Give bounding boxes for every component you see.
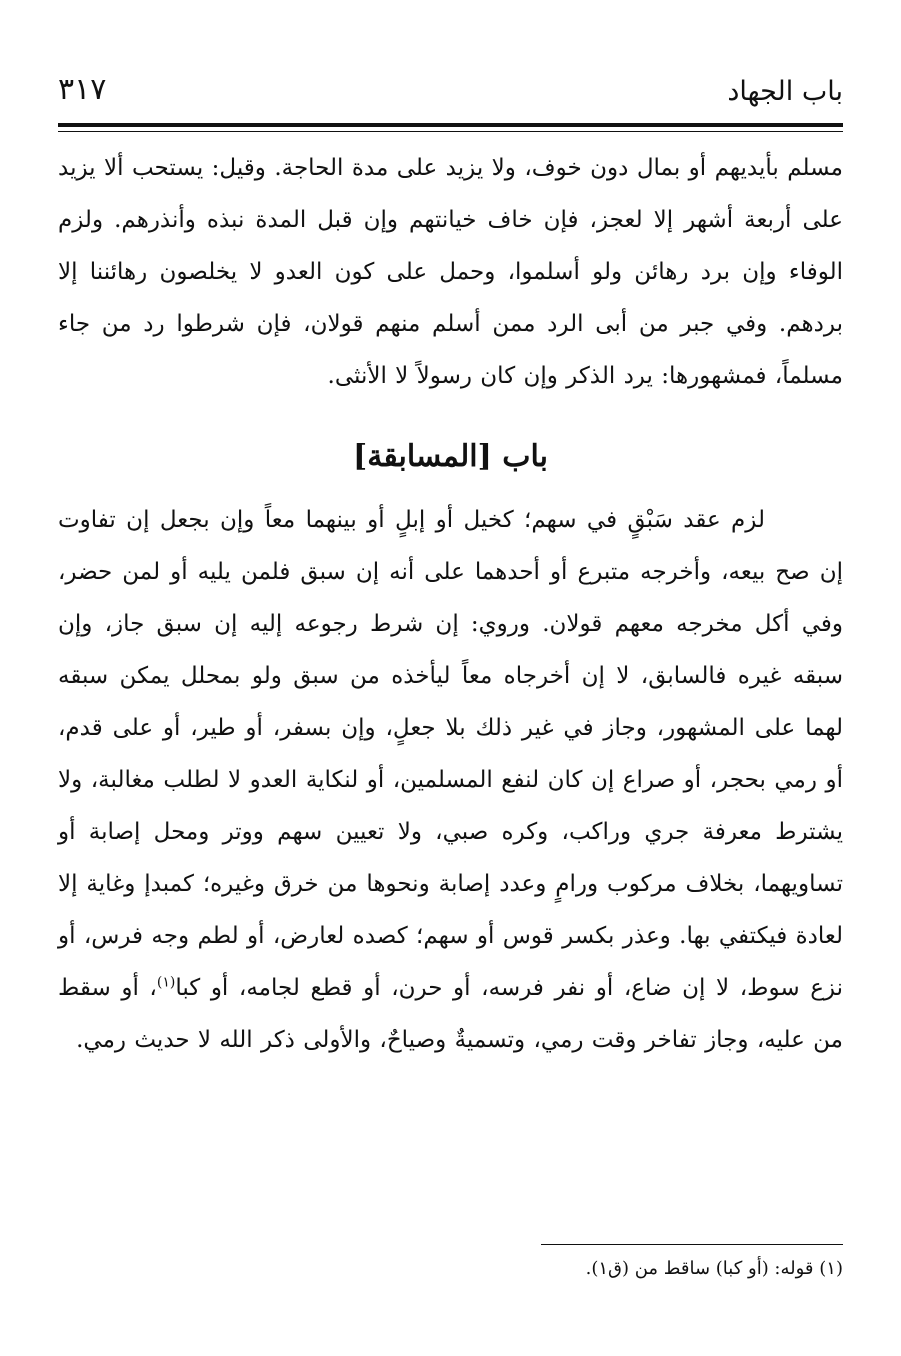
running-header — [58, 70, 843, 120]
footnote: (١) قوله: (أو كبا) ساقط من (ق١). — [585, 1258, 843, 1279]
header-rule-thin — [58, 131, 843, 132]
page-number: ٣١٧ — [58, 72, 107, 107]
running-title: باب الجهاد — [727, 76, 843, 107]
paragraph-racing — [58, 494, 843, 1066]
footnote-rule — [541, 1244, 843, 1245]
paragraph-racing-part-1: لزم عقد سَبْقٍ في سهم؛ كخيل أو إبلٍ أو بينهما معاً وإن بجعل إن تفاوت إن صح بيعه، وأخرجه متبرع أو أحدهما على أنه إن سبق فلمن يليه أو لمن حضر، وفي أكل مخرجه معهم قولان. وروي: إن شرط رجوعه إليه إن سبق جاز، وإن سبقه غيره فالسابق، لا إن أخرجاه معاً ليأخذه من سبق ولو بمحلل يمكن سبقه لهما على المشهور، وجاز في غير ذلك بلا جعلٍ، وإن بسفر، أو طير، أو على قدم، أو رمي بحجر، أو صراع إن كان لنفع المسلمين، أو لنكاية العدو لا لطلب مغالبة، ولا يشترط معرفة جري وراكب، وكره صبي، ولا تعيين سهم ووتر ومحل إصابة أو تساويهما، بخلاف مركوب ورامٍ وعدد إصابة ونحوها من خرق وغيره؛ كمبدإ وغاية إلا لعادة فيكتفي بها. وعذر بكسر قوس أو سهم؛ كصده لعارض، أو لطم وجه فرس، أو نزع سوط، لا إن ضاع، أو نفر فرسه، أو حرن، أو قطع لجامه، أو كبا — [58, 507, 844, 1001]
section-heading: باب [المسابقة] — [353, 439, 548, 474]
paragraph-racing-part-2: ، أو سقط من عليه، وجاز تفاخر وقت رمي، وتسميةٌ وصياحٌ، والأولى ذكر الله لا حديث رمي. — [58, 975, 843, 1053]
header-rule-thick — [58, 123, 843, 127]
footnote-reference[interactable]: (١) — [156, 974, 176, 991]
paragraph-truce: مسلم بأيديهم أو بمال دون خوف، ولا يزيد على مدة الحاجة. وقيل: يستحب ألا يزيد على أربعة أشهر إلا لعجز، فإن خاف خيانتهم وإن قبل المدة نبذه وأنذرهم. ولزم الوفاء وإن برد رهائن ولو أسلموا، وحمل على كون العدو لا يخلصون رهائننا إلا بردهم. وفي جبر من أبى الرد ممن أسلم منهم قولان، فإن شرطوا رد من جاء مسلماً، فمشهورها: يرد الذكر وإن كان رسولاً لا الأنثى. — [58, 155, 843, 389]
